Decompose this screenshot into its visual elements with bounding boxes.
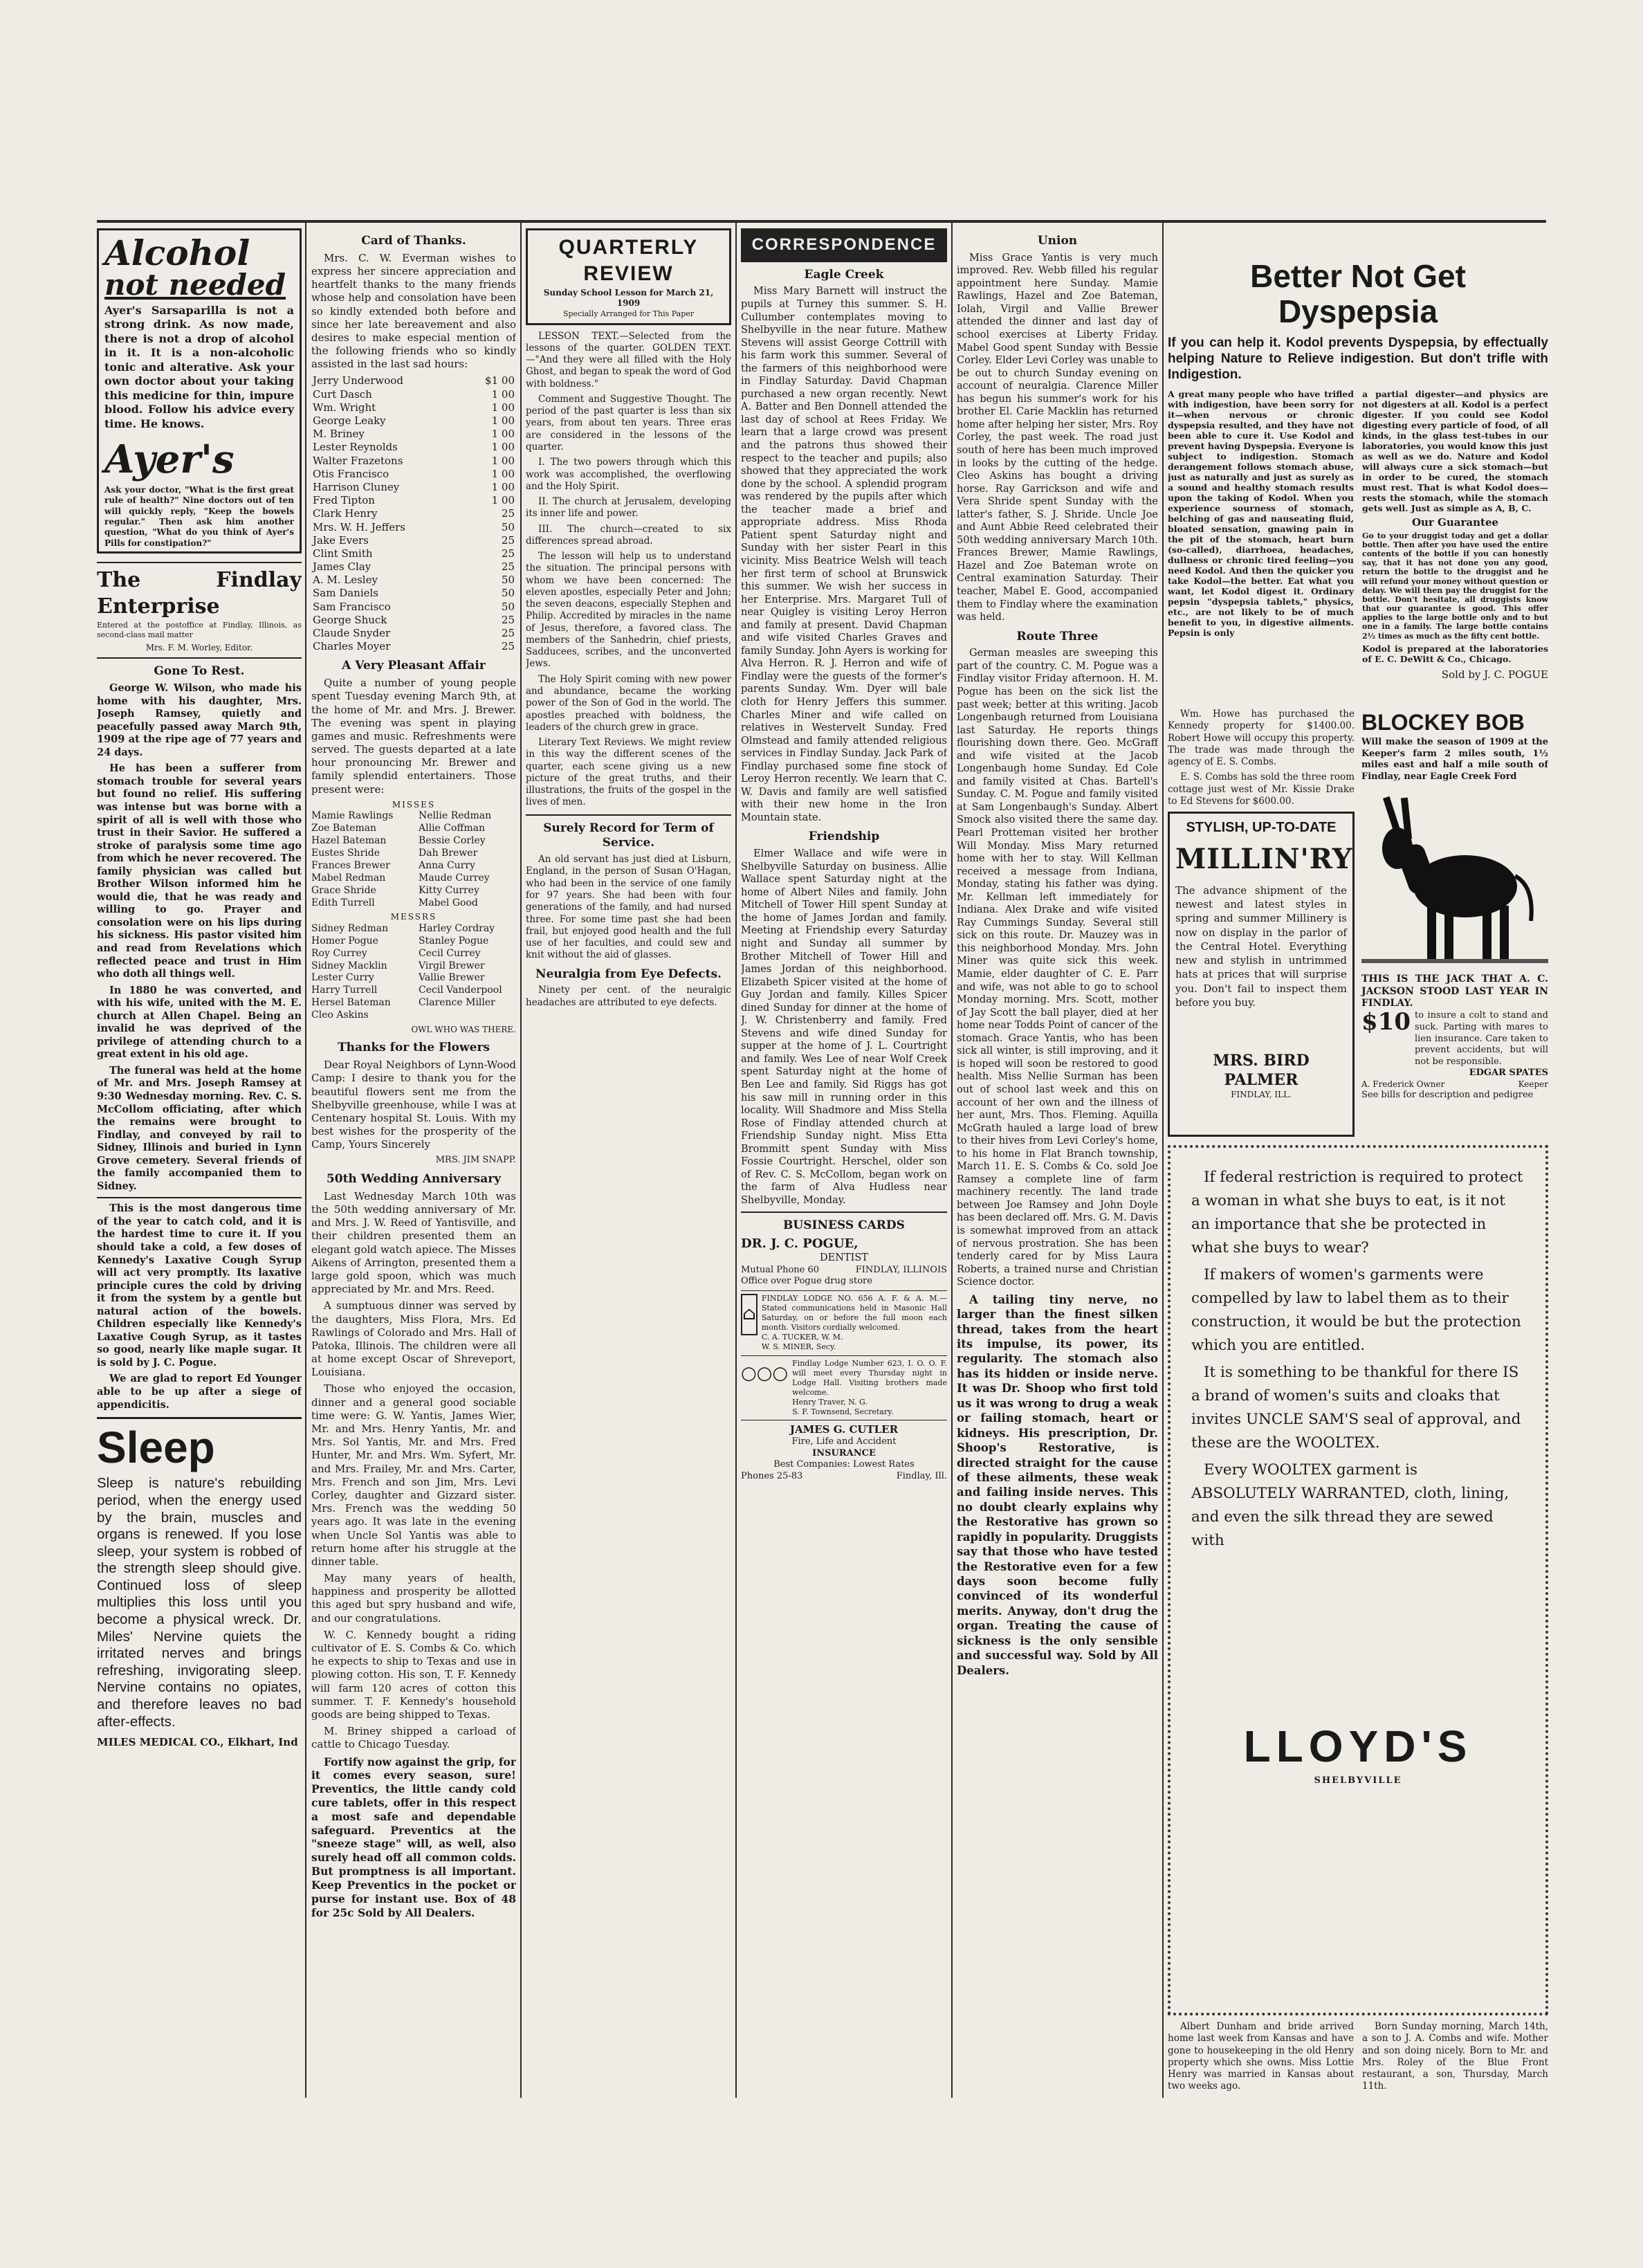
donor-row — [311, 547, 516, 560]
oddfellows-card — [741, 1359, 947, 1420]
donor-row — [311, 481, 516, 494]
sleep-ad — [97, 1425, 302, 1749]
masonic-card — [741, 1294, 947, 1355]
donor-amount: 1 00 — [491, 480, 515, 493]
quarterly-paragraph: The Holy Spirit coming with new power and abundance, became the working power of the Son of God in the world. The apostles preached with boldness, the leaders of the church grew in grace. — [526, 673, 731, 733]
guest-name: Zoe Bateman — [311, 823, 377, 834]
guest-name: Mabel Good — [419, 897, 478, 908]
briney-note: M. Briney shipped a carload of cattle to Chicago Tuesday. — [311, 1725, 516, 1751]
flowers-text: Dear Royal Neighbors of Lynn-Wood Camp: I desire to thank you for the beautiful flowers sent me from the Shelbyville greenhouse, while I was at Centenary hospital St. Louis. With my best wishes for the prosperity of the Camp, Yours Sincerely — [311, 1059, 516, 1151]
kodol-lead: If you can help it. Kodol prevents Dyspepsia, by effectually helping Nature to Relieve indigestion. But don't trifle with Indigestion. — [1168, 336, 1548, 382]
jack-owner: A. Frederick Owner — [1361, 1079, 1445, 1090]
kodol-guarantee-heading: Our Guarantee — [1411, 515, 1499, 529]
gone-to-rest-body — [97, 682, 302, 1193]
guest-name: Maude Currey — [419, 872, 490, 884]
chain-links-icon: ○○○ — [741, 1362, 789, 1384]
guest-name: Virgil Brewer — [419, 960, 485, 971]
preventics-ad: Fortify now against the grip, for it comes every season, sure! Preventics, the little candy cold cure tablets, offer in this respect a most safe and dependable safeguard. Preventics at the "sneeze stage" will, as well, also surely head off all common colds. But promptness is all important. Keep Preventics in the pocket or purse for instant use. Box of 48 for 25c Sold by All Dealers. — [311, 1755, 516, 1919]
donor-name: Claude Snyder — [313, 627, 391, 639]
alcohol-ad-title: Alcohol — [104, 232, 250, 273]
lodge-text: FINDLAY LODGE NO. 656 A. F. & A. M.—Stated communications held in Masonic Hall Saturday, on or before the full moon each month. Visitors cordially welcomed. — [761, 1294, 947, 1333]
donor-name: George Shuck — [313, 613, 387, 626]
anniversary-paragraph: May many years of health, happiness and prosperity be allotted this aged but spry husband and wife, and our congratulations. — [311, 1572, 516, 1625]
misses-list — [311, 810, 516, 909]
guest-name: Dah Brewer — [419, 847, 478, 859]
right-area — [1168, 228, 1548, 2096]
donor-amount: 25 — [501, 560, 515, 574]
donor-row — [311, 414, 516, 428]
donor-row — [311, 560, 516, 574]
donor-name: M. Briney — [313, 428, 365, 441]
gone-to-rest-paragraph: In 1880 he was converted, and with his wife, united with the M. E. church at Allen Chapel. Being an invalid he was deprived of the privilege of attending church to a great extent in his old age. — [97, 984, 302, 1061]
surety-text: An old servant has just died at Lisburn, England, in the person of Susan O'Hagan, who had been in the service of one family for 97 years. She had been with four generations of the family, and had nursed three. For some time past she had been frail, but enjoyed good health and the full use of her faculties, and could sew and knit without the aid of glasses. — [526, 854, 731, 961]
donor-amount: 25 — [501, 613, 515, 626]
millinery-ad — [1168, 812, 1355, 1137]
combs-note: E. S. Combs has sold the three room cottage just west of Mr. Kissie Drake to Ed Stevens for $600.00. — [1168, 771, 1355, 807]
wooltex-paragraph: Every WOOLTEX garment is ABSOLUTELY WARRANTED, cloth, lining, and even the silk thread they are sewed with — [1191, 1461, 1509, 1549]
donor-amount: 25 — [501, 547, 515, 560]
pogue-name: DR. J. C. POGUE, — [741, 1236, 859, 1252]
union-heading: Union — [1037, 234, 1078, 248]
donor-row — [311, 640, 516, 653]
birth-note: Born Sunday morning, March 14th, a son to J. A. Combs and wife. Mother and son doing nicely. Born to Mr. and Mrs. Roley of the Blue Front restaurant, a son, Thursday, March 11th. — [1362, 2021, 1548, 2092]
column-rule — [520, 223, 522, 2098]
eagle-creek-heading: Eagle Creek — [804, 267, 884, 282]
quarterly-paragraph: LESSON TEXT.—Selected from the lessons of the quarter. GOLDEN TEXT.—"And they were all filled with the Holy Ghost, and began to speak the word of God with boldness." — [526, 330, 731, 390]
quarterly-title2: REVIEW — [583, 262, 674, 286]
guest-name: Mamie Rawlings — [311, 810, 394, 822]
guest-name: Clarence Miller — [419, 997, 495, 1009]
friendship-heading: Friendship — [808, 830, 880, 844]
masthead — [97, 562, 302, 659]
messrs-label: MESSRS — [390, 912, 437, 922]
donor-name: Sam Francisco — [313, 600, 391, 613]
alcohol-ad — [97, 228, 302, 554]
donor-name: Wm. Wright — [313, 401, 376, 414]
column-4 — [741, 228, 947, 2096]
alcohol-ad-body: Ayer's Sarsaparilla is not a strong drink. As now made, there is not a drop of alcohol in it. It is a non-alcoholic tonic and alterative. Ask your own doctor about your taking this medicine for thin, impure blood. Follow his advice every time. He knows. — [104, 304, 294, 430]
jack-footer: See bills for description and pedigree — [1361, 1090, 1534, 1101]
jack-terms: to insure a colt to stand and suck. Parting with mares to lien insurance. Care taken to prevent accidents, but will not be responsible. — [1414, 1010, 1548, 1067]
compass-icon: ⌂ — [741, 1294, 758, 1335]
alcohol-ad-footer: Ask your doctor, "What is the first great rule of health?" Nine doctors out of ten will quickly reply, "Keep the bowels regular." Then ask him another question, "What do you think of Ayer's Pills for constipation?" — [104, 484, 294, 548]
column-rule — [735, 223, 737, 2098]
column-2 — [311, 228, 516, 2096]
sleep-ad-footer: MILES MEDICAL CO., Elkhart, Ind — [97, 1736, 298, 1749]
card-of-thanks-text: Mrs. C. W. Everman wishes to express her sincere appreciation and heartfelt thanks to the many friends whose help and consolation have been so kindly extended both before and since her late bereavement and also desires to make especial mention of the following friends who so kindly assisted in the last sad hours: — [311, 251, 516, 371]
guest-name: Anna Curry — [419, 859, 475, 871]
guest-name: Roy Currey — [311, 947, 367, 959]
donor-row — [311, 428, 516, 441]
lloyds-logo: LLOYD'S — [1243, 1721, 1473, 1771]
masthead-title: The Findlay Enterprise — [97, 568, 302, 619]
donor-amount: 1 00 — [491, 401, 515, 414]
donor-name: Fred Tipton — [313, 494, 375, 507]
anniversary-paragraph: Those who enjoyed the occasion, dinner and a general good sociable time were: G. W. Yantis, James Wier, Mr. and Mrs. Henry Yantis, Mr. and Mrs. Sol Yantis, Mr. and Mrs. Fred Hunter, Mr. and Mrs. Wm. Syfert, Mr. and Mrs. Frailey, Mr. and Mrs. Carter, Mrs. French and son Jim, Mrs. Levi Corley, daughter and Gizzard sister. Mrs. French was the wedding 50 years ago. It was late in the evening when Uncle Sol Yantis was able to return home after his struggle at the dinner table. — [311, 1382, 516, 1568]
friendship-news: Elmer Wallace and wife were in Shelbyville Saturday on business. Allie Wallace spent Saturday night at the home of Albert Niles and family. John Mitchell of Tower Hill spent Sunday at the home of James Jordan and family. Meeting at Friendship every Saturday night and Sunday all summer by Brother Mitchell of Tower Hill and James Jordan of this neighborhood. Elizabeth Spicer visited at the home of Guy Jordan and family. Killes Spicer dined Sunday for dinner at the home of J. W. Christenberry and family. Fred Stevens and wife dined Sunday for supper at the home of J. L. Courtright and family. Wes Lee of near Wolf Creek spent Saturday night at the home of Ben Lee and family. Sid Riggs has got his saw mill in running order in this locality. Will Shadmore and Miss Stella Rose of Findlay attended church at Friendship Sunday night. Miss Etta Brommitt spent Sunday with Miss Fossie Courtright. Herschel, older son of Rev. C. S. McCollom, began work on the farm of Alva Hudless near Shelbyville, Monday. — [741, 848, 947, 1206]
guest-name: Sidney Redman — [311, 922, 389, 934]
cough-syrup-ad: This is the most dangerous time of the year to catch cold, and it is the hardest time to cure it. If you should take a cold, a few doses of Kennedy's Laxative Cough Syrup will act very promptly. Its laxative principle cures the cold by driving it from the system by a gentle but natural action of the bowels. Children especially like Kennedy's Laxative Cough Syrup, as it tastes so good, nearly like maple sugar. It is sold by J. C. Pogue. — [97, 1202, 302, 1369]
millinery-proprietor: MRS. BIRD PALMER — [1213, 1052, 1310, 1090]
kodol-column-1: A great many people who have trifled with indigestion, have been sorry for it—when nervous or chronic dyspepsia resulted, and they have not been able to cure it. Use Kodol and prevent having Dyspepsia. Everyone is subject to indigestion. Stomach derangement follows stomach abuse, just as naturally and just as surely as a sound and healthy stomach results upon the taking of Kodol. When you experience sourness of stomach, belching of gas and nauseating fluid, bloated sensation, gnawing pain in the pit of the stomach, heart burn (so-called), diarrhoea, headaches, dullness or chronic tired feeling—you need Kodol. And then the quicker you take Kodol—the better. Eat what you want, let Kodol digest it. Ordinary pepsin "dyspepsia tablets," physics, etc., are not likely to be of much benefit to you, in digestive ailments. Pepsin is only — [1168, 388, 1354, 638]
donor-amount: $1 00 — [485, 374, 515, 387]
masthead-editor: Mrs. F. M. Worley, Editor. — [145, 642, 253, 652]
pleasant-affair-text: Quite a number of young people spent Tuesday evening March 9th, at the home of Mr. and Mrs. J. Brewer. The evening was spent in playing games and music. Refreshments were served. The guests departed at a late hour pronouncing Mr. Brewer and family splendid entertainers. Those present were: — [311, 677, 516, 796]
anniversary-paragraph: A sumptuous dinner was served by the daughters, Miss Flora, Mrs. Ed Rawlings of Colorado and Mrs. Hall of Patoka, Illinois. The children were all at home except Oscar of Shreveport, Louisiana. — [311, 1299, 516, 1379]
donor-row — [311, 494, 516, 507]
guest-name: Hersel Bateman — [311, 997, 391, 1009]
kodol-ad — [1168, 228, 1548, 706]
neuralgia-text: Ninety per cent. of the neuralgic headaches are attributed to eye defects. — [526, 985, 731, 1008]
kodol-title: Better Not Get — [1250, 258, 1466, 294]
business-cards-heading: BUSINESS CARDS — [783, 1218, 905, 1232]
donor-row — [311, 587, 516, 600]
donor-name: Charles Moyer — [313, 640, 391, 653]
guest-name: Lester Curry — [311, 972, 374, 984]
gone-to-rest-paragraph: The funeral was held at the home of Mr. and Mrs. Joseph Ramsey at 9:30 Wednesday morning. Rev. C. S. McCollom officiating, after which the remains were brought to Findlay, and conveyed by rail to Sidney, Illinois and buried in Lynn Grove cemetery. Several friends of the family accompanied them to Sidney. — [97, 1064, 302, 1192]
guest-name: Nellie Redman — [419, 810, 492, 822]
donor-amount: 1 00 — [491, 414, 515, 427]
pogue-card — [741, 1236, 947, 1291]
pogue-office: Office over Pogue drug store — [741, 1276, 872, 1287]
misses-label: MISSES — [392, 799, 436, 810]
kodol-column-2: a partial digester—and physics are not digesters at all. Kodol is a perfect digester. If you could see Kodol digesting every particle of food, of all kinds, in the glass test-tubes in our laboratories, you would know this just as well as we do. Nature and Kodol will always cure a sick stomach—but in order to be cured, the stomach must rest. That is what Kodol does—rests the stomach, while the stomach gets well. Just as simple as A, B, C. — [1362, 388, 1548, 513]
guest-name: Edith Turrell — [311, 897, 375, 908]
neuralgia-heading: Neuralgia from Eye Defects. — [535, 967, 722, 981]
guest-name: Allie Coffman — [419, 823, 486, 834]
guest-name: Stanley Pogue — [419, 935, 489, 946]
guest-name: Sidney Macklin — [311, 960, 387, 971]
cutler-city: Findlay, Ill. — [896, 1471, 947, 1482]
wooltex-ad — [1168, 1145, 1548, 2015]
eagle-creek-news: Miss Mary Barnett will instruct the pupils at Turney this summer. S. H. Cullumber contemplates moving to Shelbyville in the near future. Mathew Stevens will assist George Cottrill with his farm work this summer. Several of the farmers of this neighborhood were in Findlay Saturday. David Chapman purchased a new organ recently. Newt A. Batter and Ben Donnell attended the last day of school at Rees Friday. We learn that a large crowd was present and the patrons thus showed their respect to the teacher and pupils; also showed that they appreciated the work done by the school. A splendid program was rendered by the pupils after which the teacher made a brief and appropriate address. Miss Rhoda Patient spent Saturday night and Sunday with her sister Pearl in this vicinity. Miss Beatrice Welsh will teach her first term of school at Brunswick this summer. We wish her success in her Enterprise. Mrs. Margaret Tull of near Quigley is visiting Leroy Herron and family at present. David Chapman and wife visited Charles Graves and family Sunday. John Ayers is working for Alva Herron. R. J. Herron and wife of Findlay were the guests of the former's parents Sunday. Wm. Dyer will bale cloth for Henry Jeffers this summer. Charles Miner and wife called on relatives in Westervelt Sunday. Fred Olmstead and family attended religious services in Findlay Sunday. Jack Park of Findlay purchased some fine stock of Leroy Herron recently. We learn that C. W. Davis and family are well satisfied with their new home in the Iron Mountain state. — [741, 286, 947, 823]
guest-name: Cleo Askins — [311, 1009, 369, 1021]
quarterly-byline: Specially Arranged for This Paper — [562, 309, 695, 318]
millinery-city: FINDLAY, ILL. — [1231, 1090, 1292, 1100]
donor-name: Sam Daniels — [313, 587, 379, 600]
jack-price: $10 — [1361, 1008, 1411, 1036]
quarterly-paragraph: Literary Text Reviews. We might review in this way the different scenes of the quarter, each scene giving us a new picture of the great truths, and their illustrations, the fruits of the gospel in the lives of men. — [526, 737, 731, 808]
pleasant-affair-heading: A Very Pleasant Affair — [342, 659, 486, 673]
donor-name: Walter Frazetons — [313, 454, 403, 467]
quarterly-paragraph: The lesson will help us to understand the situation. The principal persons with whom we have been concerned: The eleven apostles, especially Peter and John; the seven deacons, especially Stephen and Philip. Accredited by miracles in the name of Jesus, therefore, a favored class. The members of the Sanhedrin, chief priests, Sadducees, scribes, and the unconverted Jews. — [526, 551, 731, 670]
guest-name: Vallie Brewer — [419, 972, 485, 984]
column-1 — [97, 228, 302, 2096]
guest-name: Cecil Vanderpool — [419, 985, 502, 996]
quarterly-review-header — [526, 228, 731, 325]
kodol-maker: Kodol is prepared at the laboratories of E. C. DeWitt & Co., Chicago. — [1362, 643, 1548, 664]
jack-line1: Will make the season of 1909 at the Keeper's farm 2 miles south, 1½ miles east and half a mile south of Findlay, near Eagle Creek Ford — [1361, 736, 1548, 782]
guest-name: Homer Pogue — [311, 935, 378, 946]
donor-name: Clark Henry — [313, 507, 378, 520]
donor-amount: 25 — [501, 533, 515, 547]
howe-note: Wm. Howe has purchased the Kennedy property for $1400.00. Robert Howe will occupy this property. The trade was made through the agency of E. S. Combs. — [1168, 708, 1355, 768]
oddfellows-officer1: Henry Traver, N. G. — [792, 1397, 868, 1407]
gone-to-rest-paragraph: George W. Wilson, who made his home with his daughter, Mrs. Joseph Ramsey, quietly and peacefully passed away March 9th, 1909 at the ripe age of 77 years and 24 days. — [97, 682, 302, 758]
column-rule — [305, 223, 306, 2098]
route-three-heading: Route Three — [1016, 629, 1099, 643]
donor-row — [311, 601, 516, 614]
donor-amount: 25 — [501, 640, 515, 653]
guest-name: Eustes Shride — [311, 847, 380, 859]
donor-amount: 1 00 — [491, 494, 515, 507]
quarterly-paragraph: II. The church at Jerusalem, developing its inner life and power. — [526, 496, 731, 520]
cutler-line1: Fire, Life and Accident — [791, 1436, 897, 1447]
column-3 — [526, 228, 731, 2096]
donor-amount: 25 — [501, 507, 515, 520]
pogue-phone: Mutual Phone 60 — [741, 1264, 820, 1275]
jack-ad — [1361, 708, 1548, 1137]
donor-row — [311, 614, 516, 627]
lodge-officer2: W. S. MINER, Secy. — [761, 1342, 836, 1352]
bottom-notes — [1168, 2021, 1548, 2096]
donor-name: Lester Reynolds — [313, 441, 398, 454]
middle-row — [1168, 708, 1548, 1137]
donor-row — [311, 388, 516, 401]
donor-row — [311, 468, 516, 481]
surety-heading: Surely Record for Term of Service. — [543, 821, 714, 850]
sleep-ad-body: Sleep is nature's rebuilding period, when the energy used by the brain, muscles and organs is renewed. If you lose sleep, your system is robbed of the strength sleep should give. Continued loss of sleep multiplies this loss until you become a physical wreck. Dr. Miles' Nervine quiets the irritated nerves and brings refreshing, invigorating sleep. Nervine contains no opiates, and therefore leaves no bad after-effects. — [97, 1475, 302, 1730]
guest-name: Kitty Currey — [419, 884, 479, 896]
ayers-logo: Ayer's — [104, 437, 235, 483]
millinery-heading: STYLISH, UP-TO-DATE — [1186, 820, 1337, 836]
middle-left — [1168, 708, 1355, 1137]
donor-amount: 50 — [501, 574, 515, 587]
gone-to-rest-heading: Gone To Rest. — [154, 664, 245, 679]
donor-amount: 1 00 — [491, 387, 515, 401]
donor-amount: 1 00 — [491, 454, 515, 467]
oddfellows-officer2: S. F. Townsend, Secretary. — [792, 1407, 894, 1416]
donor-name: Harrison Cluney — [313, 480, 400, 493]
pleasant-affair-closing: OWL WHO WAS THERE. — [411, 1025, 516, 1035]
donor-name: Otis Francisco — [313, 467, 389, 480]
cutler-line2: INSURANCE — [812, 1447, 876, 1458]
anniversary-heading: 50th Wedding Anniversary — [326, 1172, 502, 1187]
donor-row — [311, 401, 516, 414]
column-rule — [951, 223, 953, 2098]
top-rule — [97, 220, 1546, 223]
guest-name: Bessie Corley — [419, 834, 486, 846]
quarterly-paragraph: III. The church—created to six differences spread abroad. — [526, 523, 731, 547]
donor-name: Curt Dasch — [313, 387, 372, 401]
anniversary-paragraph: Last Wednesday March 10th was the 50th wedding anniversary of Mr. and Mrs. J. W. Reed of Yantisville, and their children presented them an elegant gold watch apiece. The Misses Aikens of Arrington, presented them a large gold spoon, which was much appreciated by Mr. and Mrs. Reed. — [311, 1189, 516, 1296]
sleep-ad-title: Sleep — [97, 1423, 215, 1473]
donor-name: Jake Evers — [313, 533, 369, 547]
donor-name: A. M. Lesley — [313, 574, 378, 587]
alcohol-ad-subtitle: not needed — [104, 268, 286, 302]
wooltex-paragraph: It is something to be thankful for there IS a brand of women's suits and cloaks that invites UNCLE SAM'S seal of approval, and these are the WOOLTEX. — [1191, 1363, 1521, 1452]
donor-amount: 1 00 — [491, 441, 515, 454]
donor-table — [311, 374, 516, 653]
donor-row — [311, 627, 516, 640]
donor-amount: 50 — [501, 600, 515, 613]
column-5 — [957, 228, 1158, 2096]
donor-name: James Clay — [313, 560, 371, 574]
kodol-sold-by: Sold by J. C. POGUE — [1441, 668, 1548, 681]
donor-row — [311, 574, 516, 587]
kennedy-note: W. C. Kennedy bought a riding cultivator of E. S. Combs & Co. which he expects to ship to Texas and use in plowing cotton. His son, T. F. Kennedy will farm 120 acres of cotton this summer. T. F. Kennedy's household goods are being shipped to Texas. — [311, 1628, 516, 1721]
quarterly-paragraph: Comment and Suggestive Thought. The period of the past quarter is less than six years, from about ten years. Three eras are considered in the lessons of the quarter. — [526, 393, 731, 452]
jack-keeper: EDGAR SPATES — [1469, 1068, 1548, 1079]
jack-headline: THIS IS THE JACK THAT A. C. JACKSON STOOD LAST YEAR IN FINDLAY. — [1361, 973, 1548, 1009]
oddfellows-text: Findlay Lodge Number 623, I. O. O. F. will meet every Thursday night in Lodge Hall. Visiting brothers made welcome. — [792, 1358, 947, 1397]
donor-row — [311, 441, 516, 454]
donor-row — [311, 534, 516, 547]
kodol-title2: Dyspepsia — [1278, 293, 1438, 329]
donor-row — [311, 374, 516, 387]
masthead-entered: Entered at the postoffice at Findlay, Illinois, as second-class mail matter — [97, 620, 302, 639]
pogue-city: FINDLAY, ILLINOIS — [855, 1264, 947, 1275]
quarterly-title: QUARTERLY — [558, 236, 699, 259]
donor-row — [311, 521, 516, 534]
route-three-news: German measles are sweeping this part of the country. C. M. Pogue was a Findlay visitor Friday afternoon. H. M. Pogue has been on the sick list the past week; better at this writing. Jacob Longenbaugh returned from Louisiana last Saturday. He reports things flourishing down there. Geo. McGraff and wife visited at the Jacob Longenbaugh home Sunday. Ed Cole and family visited at Chas. Bartell's Sunday. C. M. Pogue and family visited at Sam Longenbaugh's Sunday. Albert Smock also visited there the same day. Pearl Protteman visited her brother Will Monday. Miss Mary returned home with her to stay. Will Kellman received a message from Indiana, Monday, stating his father was dying. Mr. Kellman left immediately for Indiana. Alex Drake and wife visited Ray Cummings Sunday. Several still sick on this route. Dr. Mauzey was in this neighborhood Monday. Mrs. John Miner was quite sick this week. Mamie, elder daughter of C. E. Parr and wife, was not able to go to school Monday morning. Mrs. Scott, mother of Jay Scott the ball player, died at her home near Todds Point of cancer of the stomach. Grace Yantis, who has been sick all winter, is still improving, and it is hoped will soon be restored to good health. Miss Nellie Surman has been out of school last week and this on account of her own and the illness of her aunt, Mrs. Thos. Fleming. Aquilla McGrath hauled a large load of brew to their hives from Levi Corley's home, to his home in Flat Branch township, March 11. E. S. Combs & Co. sold Joe Ramsey a complete line of farm machinery recently. The land trade between Joe Ramsey and John Doyle has been declared off. Mrs. G. M. Davis is somewhat improved from an attack of nervous prostration. She has been tenderly cared for by Miss Laura Roberts, a trained nurse and Christian Science doctor. — [957, 648, 1158, 1288]
kodol-guarantee: Go to your druggist today and get a dollar bottle. Then after you have used the entire contents of the bottle if you can honestly say, that it has not done you any good, return the bottle to the druggist and he will refund your money without question or delay. We will then pay the druggist for the bottle. Don't hesitate, all druggists know that our guarantee is good. This offer applies to the large bottle only and to but one in a family. The large bottle contains 2½ times as much as the fifty cent bottle. — [1362, 531, 1548, 641]
wooltex-paragraph: If federal restriction is required to protect a woman in what she buys to eat, is it not an importance that she be protected in what she buys to wear? — [1191, 1169, 1523, 1257]
cutler-card — [741, 1423, 947, 1483]
cutler-name: JAMES G. CUTLER — [789, 1423, 899, 1436]
millinery-body: The advance shipment of the newest and latest styles in spring and summer Millinery is now on display in the parlor of the Central Hotel. Everything new and stylish in untrimmed hats at prices that will surprise you. Don't fail to inspect them before you buy. — [1175, 884, 1347, 1009]
guest-name: Cecil Currey — [419, 947, 481, 959]
millinery-title: MILLIN'RY — [1175, 842, 1353, 875]
correspondence-banner: CORRESPONDENCE — [741, 228, 947, 262]
dunham-note: Albert Dunham and bride arrived home last week from Kansas and have gone to housekeeping in the old Henry property which she owns. Miss Lottie Henry was married in Kansas about two weeks ago. — [1168, 2021, 1354, 2092]
donor-amount: 25 — [501, 627, 515, 639]
younger-note: We are glad to report Ed Younger able to be up after a siege of appendicitis. — [97, 1373, 302, 1411]
donor-name: Mrs. W. H. Jeffers — [313, 520, 406, 533]
wooltex-paragraph: If makers of women's garments were compelled by law to label them as to their construction, it would be but the protection which you are entitled. — [1191, 1266, 1521, 1354]
column-rule — [1162, 223, 1164, 2098]
cutler-line3: Best Companies: Lowest Rates — [773, 1459, 915, 1470]
donor-amount: 1 00 — [491, 428, 515, 441]
donor-row — [311, 507, 516, 520]
jack-keeper-label: Keeper — [1518, 1079, 1548, 1090]
guest-name: Harley Cordray — [419, 922, 495, 934]
donor-amount: 50 — [501, 587, 515, 600]
gone-to-rest-paragraph: He has been a sufferer from stomach trouble for several years but found no relief. His suffering was intense but was borne with a spirit of all is well with those who trust in their Savior. He suffered a stroke of paralysis some time ago from which he never recovered. The family physician was called but Brother Wilson informed him he would die, that he was ready and willing to go. Prayer and consolation were on his lips during his sickness. His pastor visited him and read from Revelations which reflected peace and trust in Him who doth all things well. — [97, 762, 302, 980]
cutler-phone: Phones 25-83 — [741, 1471, 803, 1482]
lloyds-city: SHELBYVILLE — [1314, 1775, 1402, 1786]
guest-name: Frances Brewer — [311, 859, 390, 871]
donor-name: Jerry Underwood — [313, 374, 403, 387]
donor-row — [311, 455, 516, 468]
union-news: Miss Grace Yantis is very much improved. Rev. Webb filled his regular appointment here Sunday. Mamie Rawlings, Hazel and Zoe Bateman, Iolah, Virgil and Vallie Brewer attended the dinner and last day of school exercises at Liberty Friday. Mabel Good spent Sunday with Bessie Corley. Elder Levi Corley was unable to be out to church Sunday evening on account of neuralgia. Clarence Miller has begun his summer's work for his brother El. Carie Macklin has returned home after helping her sister, Mrs. Roy Corley, the past week. The road just south of here has been much improved in looks by the cutting of the hedge. Cleo Askins has bought a driving horse. Ray Garrickson and wife and Vera Shride spent Sunday with the latter's father, S. J. Shride. Uncle Joe and Aunt Abbie Reed celebrated their 50th wedding anniversary March 10th. Frances Brewer, Mamie Rawlings, Hazel and Zoe Bateman wrote on Central examination Saturday. Their teacher, Mabel E. Good, accompanied them to Findlay where the examination was held. — [957, 252, 1158, 623]
donor-name: Clint Smith — [313, 547, 373, 560]
quarterly-paragraph: I. The two powers through which this work was accomplished, the overflowing and the Holy Spirit. — [526, 457, 731, 492]
shoop-restorative-ad: A tailing tiny nerve, no larger than the finest silken thread, takes from the heart its impulse, its power, its regularity. The stomach also has its hidden or inside nerve. It was Dr. Shoop who first told us it was wrong to drug a weak or failing stomach, heart or kidneys. His prescription, Dr. Shoop's Restorative, is directed straight for the cause of these ailments, these weak and failing inside nerves. This no doubt clearly explains why the Restorative has grown so rapidly in popularity. Druggists say that those who have tested the Restorative even for a few days soon become fully convinced of its wonderful merits. Anyway, don't drug the organ. Treating the cause of sickness is the only sensible and successful way. Sold by All Dealers. — [957, 1292, 1158, 1677]
flowers-heading: Thanks for the Flowers — [338, 1041, 490, 1055]
donor-name: George Leaky — [313, 414, 386, 427]
card-of-thanks-heading: Card of Thanks. — [361, 234, 466, 248]
quarterly-subtitle: Sunday School Lesson for March 21, 1909 — [543, 287, 714, 309]
wooltex-copy — [1191, 1166, 1525, 1553]
donkey-illustration — [1361, 783, 1548, 969]
guest-name: Mabel Redman — [311, 872, 386, 884]
jack-title: BLOCKEY BOB — [1361, 710, 1525, 735]
donor-amount: 1 00 — [491, 467, 515, 480]
guest-name: Harry Turrell — [311, 985, 378, 996]
guest-name: Hazel Bateman — [311, 834, 387, 846]
donor-amount: 50 — [501, 520, 515, 533]
flowers-signature: MRS. JIM SNAPP. — [435, 1155, 516, 1166]
guest-name: Grace Shride — [311, 884, 376, 896]
lodge-officer1: C. A. TUCKER, W. M. — [761, 1333, 843, 1342]
pogue-title: DENTIST — [820, 1252, 868, 1264]
messrs-list — [311, 923, 516, 1022]
